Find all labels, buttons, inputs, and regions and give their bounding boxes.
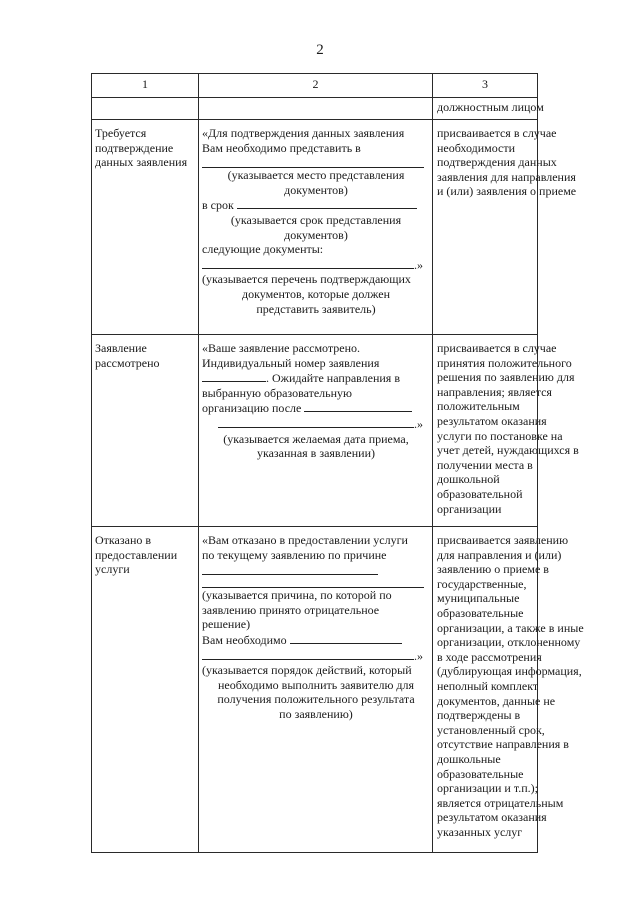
status-cell: [92, 527, 199, 853]
message-line: в срок: [202, 197, 430, 213]
note-line: результатом оказания: [437, 810, 547, 825]
note-line: образовательной: [437, 486, 523, 501]
note-line: организации, а также в иные: [437, 620, 584, 635]
note-line: необходимости: [437, 140, 516, 155]
status-table: [91, 73, 584, 853]
hint-line: (указывается срок представления: [230, 212, 402, 227]
message-line: выбранную образовательную: [202, 385, 353, 400]
message-line: Вам необходимо представить в: [202, 140, 361, 155]
column-header-1: 1: [92, 74, 199, 98]
message-line: Индивидуальный номер заявления: [202, 355, 380, 370]
hint-line: (указывается причина, по которой по: [202, 588, 392, 603]
note-cell: [433, 120, 577, 335]
message-cell: [199, 335, 433, 527]
blank-line: [202, 562, 378, 575]
status-line: Отказано в: [95, 533, 152, 547]
hint-line: получения положительного результата: [217, 692, 415, 707]
hint-line: (указывается перечень подтверждающих: [202, 272, 411, 287]
continuation-cell-3: [433, 98, 544, 120]
message-line: по текущему заявлению по причине: [202, 547, 387, 562]
hint-line: документов): [284, 227, 348, 242]
hint-line: необходимо выполнить заявителю для: [217, 677, 415, 692]
hint-line: решение): [202, 617, 251, 632]
status-line: рассмотрено: [95, 355, 160, 370]
column-header-3: 3: [433, 74, 538, 98]
note-line: организации, отклоненному: [437, 635, 581, 650]
table-row: [92, 120, 538, 335]
hint-line: документов, которые должен: [241, 286, 391, 301]
note-line: решения по заявлению для: [437, 370, 575, 385]
status-line: услуги: [95, 562, 130, 577]
status-cell: [92, 335, 199, 527]
message-line: Вам необходимо: [202, 632, 430, 648]
note-line: является отрицательным: [437, 795, 564, 810]
status-line: Требуется: [95, 126, 147, 140]
column-header-2: 2: [199, 74, 433, 98]
hint-line: (указывается желаемая дата приема,: [223, 431, 409, 446]
note-line: услуги по постановке на: [437, 428, 563, 443]
note-line: результатом оказания: [437, 413, 547, 428]
hint-line: заявлению принято отрицательное: [202, 602, 380, 617]
note-line: дошкольные: [437, 751, 501, 766]
note-line: документов, данные не: [437, 693, 556, 708]
message-line: «Ваше заявление рассмотрено.: [202, 341, 361, 355]
continuation-row: [92, 98, 538, 120]
note-line: получении места в: [437, 457, 533, 472]
blank-line: [202, 575, 424, 588]
note-line: присваивается в случае: [437, 341, 557, 355]
note-line: образовательные: [437, 766, 524, 781]
note-line: заявления для направления: [437, 169, 576, 184]
note-line: организации и т.п.);: [437, 781, 538, 796]
note-line: образовательные: [437, 605, 524, 620]
page-number: 2: [316, 42, 324, 58]
status-line: данных заявления: [95, 155, 188, 170]
status-line: подтверждение: [95, 140, 174, 155]
message-line: «Вам отказано в предоставлении услуги: [202, 533, 408, 547]
table-row: [92, 527, 538, 853]
note-line: муниципальные: [437, 591, 520, 606]
note-line: (дублирующая информация,: [437, 664, 582, 679]
message-cell: [199, 527, 433, 853]
message-line: .»: [202, 416, 430, 432]
message-line: . Ожидайте направления в: [202, 370, 430, 386]
note-line: отсутствие направления в: [437, 737, 569, 752]
message-line: «Для подтверждения данных заявления: [202, 126, 405, 140]
note-line: присваивается в случае: [437, 126, 557, 140]
continuation-cell-1: [92, 98, 199, 120]
note-line: заявлению о приеме в: [437, 562, 549, 577]
note-line: принятия положительного: [437, 355, 572, 370]
message-line: следующие документы:: [202, 242, 324, 257]
status-line: Заявление: [95, 341, 147, 355]
note-line: направления; является: [437, 384, 552, 399]
message-line: .»: [202, 257, 430, 273]
note-line: подтверждены в: [437, 708, 521, 723]
note-line: и (или) заявления о приеме: [437, 184, 577, 199]
note-line: государственные,: [437, 576, 527, 591]
note-line: организации: [437, 501, 502, 516]
note-line: указанных услуг: [437, 824, 523, 839]
continuation-cell-2: [199, 98, 433, 120]
note-line: неполный комплект: [437, 678, 539, 693]
message-line: .»: [202, 648, 430, 664]
hint-line: указанная в заявлении): [256, 446, 376, 461]
note-line: дошкольной: [437, 472, 500, 487]
table-header-row: [92, 74, 538, 98]
hint-line: документов): [284, 182, 348, 197]
note-line: положительным: [437, 399, 520, 414]
message-cell: [199, 120, 433, 335]
hint-line: представить заявитель): [256, 301, 376, 316]
table-row: [92, 335, 538, 527]
hint-line: (указывается место представления: [227, 168, 405, 183]
blank-line: [202, 155, 424, 168]
note-line: учет детей, нуждающихся в: [437, 443, 579, 458]
status-cell: [92, 120, 199, 335]
note-cell: [433, 335, 579, 527]
note-line: в ходе рассмотрения: [437, 649, 542, 664]
note-line: подтверждения данных: [437, 155, 557, 170]
note-cell: [433, 527, 584, 853]
continuation-text: должностным лицом: [437, 100, 544, 114]
hint-line: по заявлению): [279, 706, 353, 721]
note-line: для направления и (или): [437, 547, 562, 562]
note-line: установленный срок,: [437, 722, 545, 737]
status-line: предоставлении: [95, 547, 178, 562]
message-line: организацию после: [202, 400, 430, 416]
note-line: присваивается заявлению: [437, 533, 569, 547]
hint-line: (указывается порядок действий, который: [202, 663, 412, 678]
